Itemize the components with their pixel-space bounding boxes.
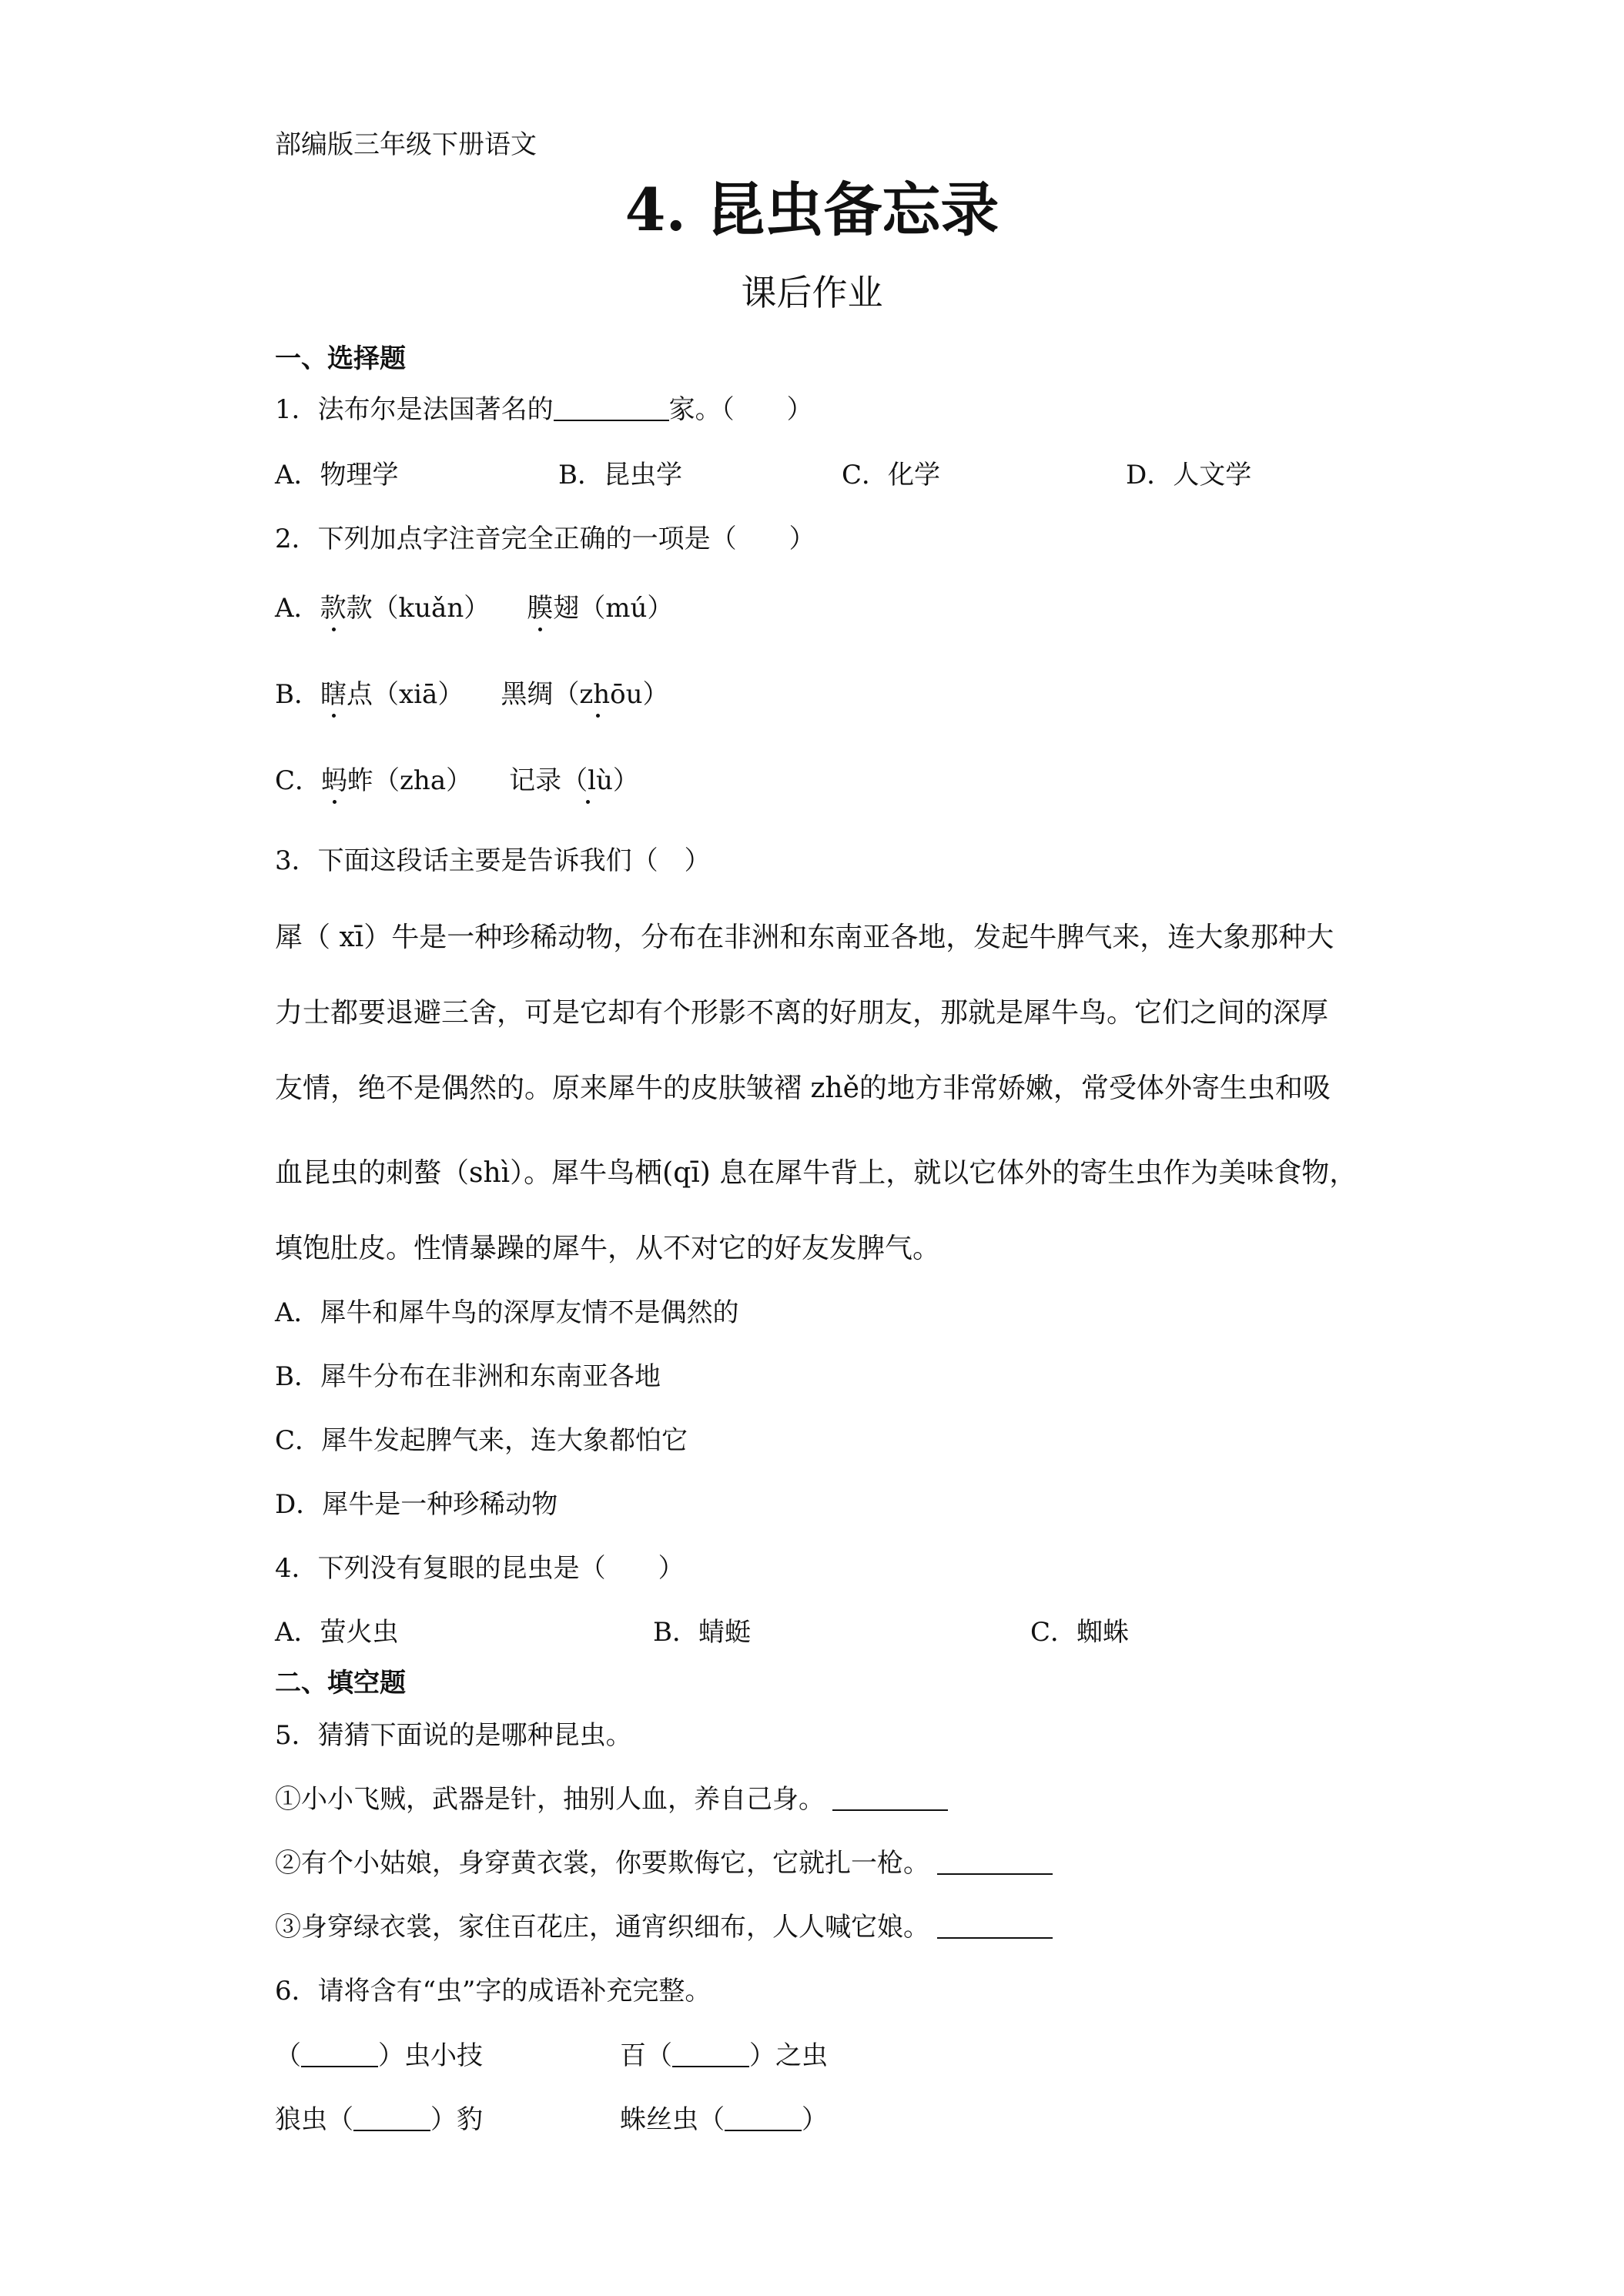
question-3-option-c[interactable]: C．犀牛发起脾气来，连大象都怕它 <box>275 1425 688 1456</box>
riddle-3 <box>275 1912 1053 1943</box>
question-2-option-c[interactable] <box>275 765 639 796</box>
question-5-stem: 5．猜猜下面说的是哪种昆虫。 <box>275 1720 632 1751</box>
passage-line: 友情，绝不是偶然的。原来犀牛的皮肤皱褶 zhě的地方非常娇嫩，常受体外寄生虫和吸 <box>275 1073 1331 1104</box>
option-label: B． <box>275 679 320 710</box>
section-choice-heading: 一、选择题 <box>275 343 406 374</box>
dotted-character: 瞎 <box>320 679 347 710</box>
idiom-2 <box>620 2040 828 2071</box>
passage-line: 填饱肚皮。性情暴躁的犀牛，从不对它的好友发脾气。 <box>275 1233 941 1264</box>
riddle-2 <box>275 1848 1053 1879</box>
idiom-suffix: ）虫小技 <box>378 2040 483 2071</box>
riddle-text: ①小小飞贼，武器是针，抽别人血，养自己身。 <box>275 1784 825 1815</box>
question-2-stem: 2．下列加点字注音完全正确的一项是（ ） <box>275 524 815 554</box>
idiom-prefix: 蛛丝虫（ <box>620 2104 725 2135</box>
question-1 <box>275 394 813 425</box>
idiom-prefix: 狼虫（ <box>275 2104 353 2135</box>
word-with-pinyin: 款（kuǎn） <box>346 593 491 624</box>
answer-blank[interactable] <box>301 2041 378 2067</box>
question-4-option-b[interactable]: B．蜻蜓 <box>653 1617 751 1648</box>
riddle-text: ②有个小姑娘，身穿黄衣裳，你要欺侮它，它就扎一枪。 <box>275 1848 929 1879</box>
dotted-character: 蚂 <box>321 765 348 796</box>
passage-line: 犀（ xī）牛是一种珍稀动物，分布在非洲和东南亚各地，发起牛脾气来，连大象那种大 <box>275 922 1334 953</box>
idiom-suffix: ）豹 <box>430 2104 483 2135</box>
question-1-stem-part1: 1．法布尔是法国著名的 <box>275 394 554 425</box>
question-1-stem-part2: 家。（ ） <box>668 394 813 425</box>
idiom-prefix: （ <box>275 2040 301 2071</box>
word-with-pinyin: 黑 <box>501 679 527 710</box>
answer-blank[interactable] <box>554 395 669 421</box>
word-with-pinyin: 蚱（zha） <box>347 765 473 796</box>
section-fill-heading: 二、填空题 <box>275 1668 406 1699</box>
question-1-option-a[interactable]: A．物理学 <box>275 460 399 490</box>
question-2-option-a[interactable] <box>275 593 673 624</box>
idiom-3 <box>275 2104 483 2135</box>
idiom-suffix: ） <box>802 2104 828 2135</box>
answer-blank[interactable] <box>832 1785 948 1811</box>
answer-blank[interactable] <box>725 2105 802 2131</box>
question-3-option-b[interactable]: B．犀牛分布在非洲和东南亚各地 <box>275 1361 661 1392</box>
idiom-1 <box>275 2040 483 2071</box>
question-3-option-a[interactable]: A．犀牛和犀牛鸟的深厚友情不是偶然的 <box>275 1297 739 1328</box>
course-header: 部编版三年级下册语文 <box>275 129 537 160</box>
option-label: A． <box>275 593 320 624</box>
option-label: C． <box>275 765 322 796</box>
question-1-option-d[interactable]: D．人文学 <box>1126 460 1252 490</box>
answer-blank[interactable] <box>937 1913 1053 1939</box>
question-4-stem: 4．下列没有复眼的昆虫是（ ） <box>275 1553 685 1584</box>
riddle-text: ③身穿绿衣裳，家住百花庄，通宵织细布，人人喊它娘。 <box>275 1912 929 1943</box>
word-with-pinyin: 点（xiā） <box>347 679 464 710</box>
idiom-suffix: ）之虫 <box>749 2040 828 2071</box>
answer-blank[interactable] <box>672 2041 749 2067</box>
word-with-pinyin: 记 <box>509 765 536 796</box>
question-4-option-a[interactable]: A．萤火虫 <box>275 1617 399 1648</box>
passage-line: 力士都要退避三舍，可是它却有个形影不离的好朋友，那就是犀牛鸟。它们之间的深厚 <box>275 997 1329 1029</box>
question-2-option-b[interactable] <box>275 679 669 710</box>
answer-blank[interactable] <box>353 2105 430 2131</box>
question-3-stem: 3．下面这段话主要是告诉我们（ ） <box>275 845 711 876</box>
dotted-character: 录（lù） <box>535 765 639 796</box>
passage-line: 血昆虫的刺螯（shì）。犀牛鸟栖(qī) 息在犀牛背上，就以它体外的寄生虫作为美味食物， <box>275 1157 1358 1189</box>
word-with-pinyin: 翅（mú） <box>553 593 674 624</box>
question-3-option-d[interactable]: D．犀牛是一种珍稀动物 <box>275 1489 558 1520</box>
question-6-stem: 6．请将含有“虫”字的成语补充完整。 <box>275 1976 712 2006</box>
lesson-title: 4. 昆虫备忘录 <box>624 176 1000 244</box>
question-1-option-b[interactable]: B．昆虫学 <box>558 460 682 490</box>
idiom-prefix: 百（ <box>620 2040 672 2071</box>
dotted-character: 绸（zhōu） <box>527 679 669 710</box>
riddle-1 <box>275 1784 948 1815</box>
dotted-character: 膜 <box>527 593 554 624</box>
idiom-4 <box>620 2104 828 2135</box>
answer-blank[interactable] <box>937 1849 1053 1875</box>
question-4-option-c[interactable]: C．蜘蛛 <box>1030 1617 1130 1648</box>
lesson-subtitle: 课后作业 <box>741 272 883 313</box>
dotted-character: 款 <box>320 593 347 624</box>
question-1-option-c[interactable]: C．化学 <box>842 460 941 490</box>
